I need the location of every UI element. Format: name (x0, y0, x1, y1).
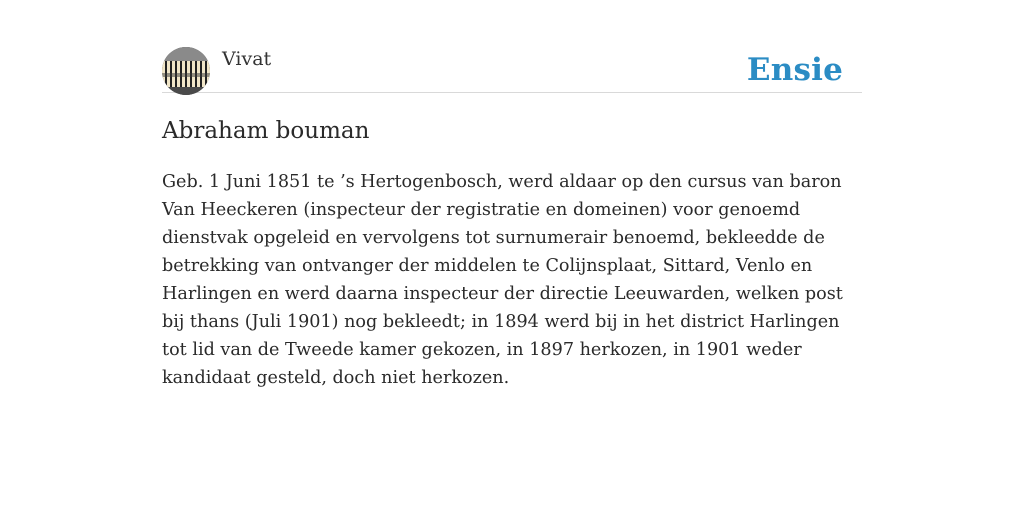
article-title: Abraham bouman (162, 118, 370, 144)
author-avatar[interactable] (162, 47, 210, 95)
article-body: Geb. 1 Juni 1851 te ’s Hertogenbosch, werd aldaar op den cursus van baron Van Heeckeren (inspecteur der registratie en domeinen) voor genoemd dienstvak opgeleid en vervolgens tot surnumerair benoemd, bekleedde de betrekking van ontvanger der middelen te Colijnsplaat, Sittard, Venlo en Harlingen en werd daarna inspecteur der directie Leeuwarden, welken post bij thans (Juli 1901) nog bekleedt; in 1894 werd bij in het district Harlingen tot lid van de Tweede kamer gekozen, in 1897 herkozen, in 1901 weder kandidaat gesteld, doch niet herkozen. (162, 172, 843, 388)
page-header (162, 46, 862, 93)
books-avatar-icon (162, 47, 210, 95)
brand-logo[interactable]: Ensie (746, 52, 843, 88)
author-name[interactable]: Vivat (222, 48, 272, 70)
